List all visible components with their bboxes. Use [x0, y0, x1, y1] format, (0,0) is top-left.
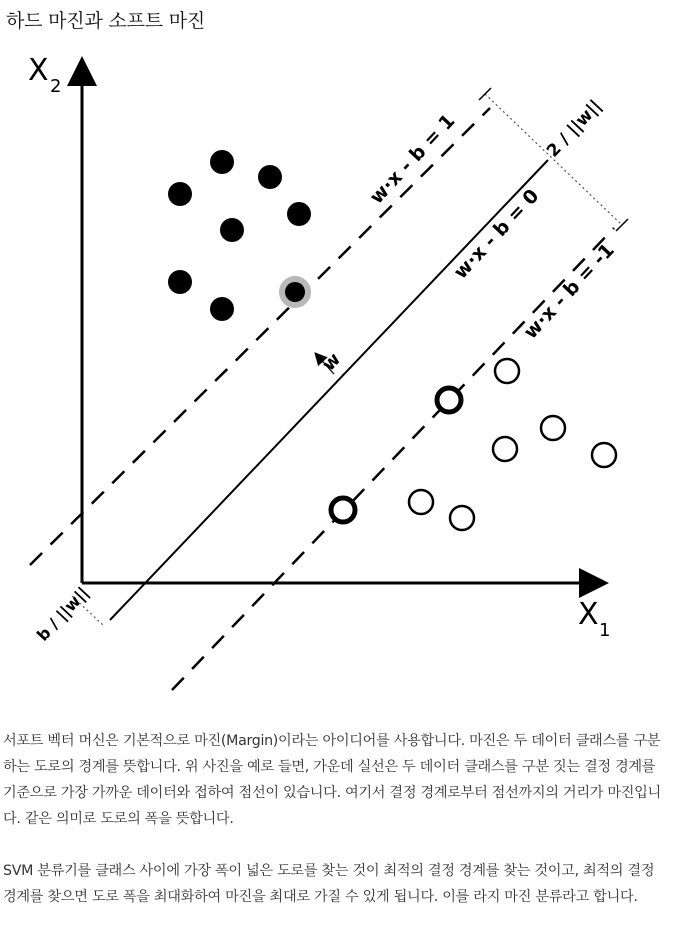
- normal-vector-label: w: [318, 348, 346, 376]
- hollow-point: [409, 490, 433, 514]
- filled-point: [168, 270, 192, 294]
- y-axis-subscript: 2: [50, 76, 62, 97]
- page-title: 하드 마진과 소프트 마진: [6, 10, 206, 32]
- hollow-point: [495, 359, 519, 383]
- paragraph-margin-explanation: 서포트 벡터 머신은 기본적으로 마진(Margin)이라는 아이디어를 사용합니다. 마진은 두 데이터 클래스를 구분하는 도로의 경계를 뜻합니다. 위 사진을 예로 들면, 가운데 실선은 두 데이터 클래스를 구분 짓는 결정 경계를 기준으로 가장 가까운 데이터와 접하여 점선이 있습니다. 여기서 결정 경계로부터 점선까지의 거리가 마진입니다. 같은 의미로 도로의 폭을 뜻합니다.: [3, 733, 661, 827]
- hollow-point-support-vector: [437, 388, 461, 412]
- paragraph-large-margin: SVM 분류기를 클래스 사이에 가장 폭이 넓은 도로를 찾는 것이 최적의 결정 경계를 찾는 것이고, 최적의 결정 경계를 찾으면 도로 폭을 최대화하여 마진을 최대로 가질 수 있게 됩니다. 이를 라지 마진 분류라고 합니다.: [3, 863, 655, 905]
- upper-margin-equation: w·x - b = 1: [365, 109, 460, 209]
- margin-width-label: 2 / ||w||: [543, 96, 606, 162]
- hollow-point: [541, 416, 565, 440]
- filled-point: [220, 218, 244, 242]
- filled-point-support-vector: [285, 282, 305, 302]
- hollow-point-support-vector: [331, 498, 355, 522]
- filled-point: [210, 150, 234, 174]
- filled-point: [168, 182, 192, 206]
- decision-boundary: [110, 160, 548, 620]
- x-axis-subscript: 1: [599, 620, 611, 641]
- filled-point: [258, 165, 282, 189]
- y-axis-label: X: [28, 53, 49, 88]
- svm-margin-diagram: [0, 40, 675, 710]
- decision-boundary-equation: w·x - b = 0: [449, 184, 544, 284]
- lower-margin-equation: w·x - b = -1: [519, 239, 619, 344]
- margin-tick-bottom: [616, 219, 628, 231]
- filled-point: [210, 297, 234, 321]
- hollow-point: [592, 443, 616, 467]
- filled-point: [287, 202, 311, 226]
- hollow-point: [493, 437, 517, 461]
- x-axis-label: X: [578, 597, 599, 632]
- offset-label: b / ||w||: [33, 583, 93, 645]
- hollow-point: [450, 506, 474, 530]
